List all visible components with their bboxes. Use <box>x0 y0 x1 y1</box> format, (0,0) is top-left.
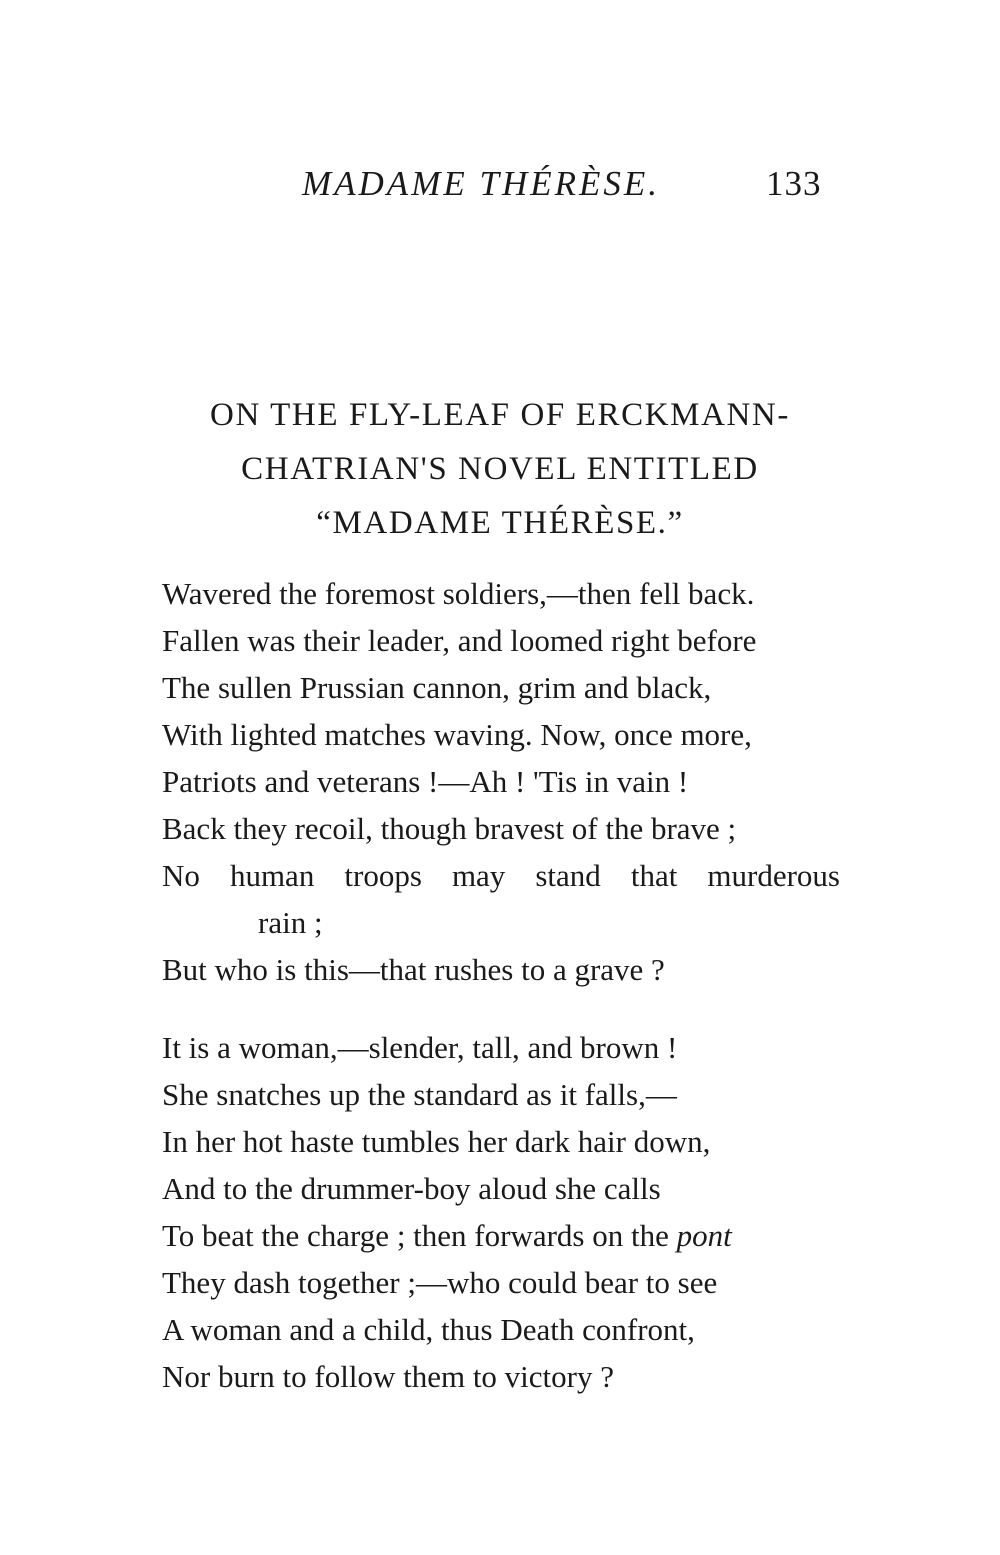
verse-line: But who is this—that rushes to a grave ? <box>162 952 665 987</box>
poem-title-line: “MADAME THÉRÈSE.” <box>316 505 684 541</box>
poem-title-line: CHATRIAN'S NOVEL ENTITLED <box>241 451 759 487</box>
verse-line: Back they recoil, though bravest of the brave ; <box>162 811 737 846</box>
verse-line: She snatches up the standard as it falls,— <box>162 1077 677 1112</box>
verse-line: And to the drummer-boy aloud she calls <box>162 1171 661 1206</box>
stanza-1 <box>162 570 862 993</box>
verse-line: In her hot haste tumbles her dark hair down, <box>162 1124 711 1159</box>
page-number: 133 <box>766 164 822 203</box>
poem-title-line: ON THE FLY-LEAF OF ERCKMANN- <box>210 397 790 433</box>
poem-title <box>100 388 900 550</box>
verse-line: The sullen Prussian cannon, grim and black, <box>162 670 712 705</box>
italic-word: pont <box>676 1218 732 1253</box>
verse-line: No human troops may stand that murderous <box>162 858 840 893</box>
running-title: MADAME THÉRÈSE. <box>302 164 660 203</box>
verse-line: A woman and a child, thus Death confront, <box>162 1312 695 1347</box>
verse-line: They dash together ;—who could bear to see <box>162 1265 718 1300</box>
verse-line: It is a woman,—slender, tall, and brown ! <box>162 1030 678 1065</box>
verse-line: Wavered the foremost soldiers,—then fell back. <box>162 576 755 611</box>
verse-line-continuation: rain ; <box>258 905 323 940</box>
stanza-2 <box>162 1024 862 1400</box>
verse-line-text: To beat the charge ; then forwards on the <box>162 1218 669 1253</box>
verse-line: Patriots and veterans !—Ah ! 'Tis in vain ! <box>162 764 689 799</box>
verse-line: Nor burn to follow them to victory ? <box>162 1359 614 1394</box>
verse-line: With lighted matches waving. Now, once more, <box>162 717 752 752</box>
verse-line: Fallen was their leader, and loomed right before <box>162 623 757 658</box>
verse-line <box>162 1212 862 1259</box>
running-head <box>0 164 1000 214</box>
